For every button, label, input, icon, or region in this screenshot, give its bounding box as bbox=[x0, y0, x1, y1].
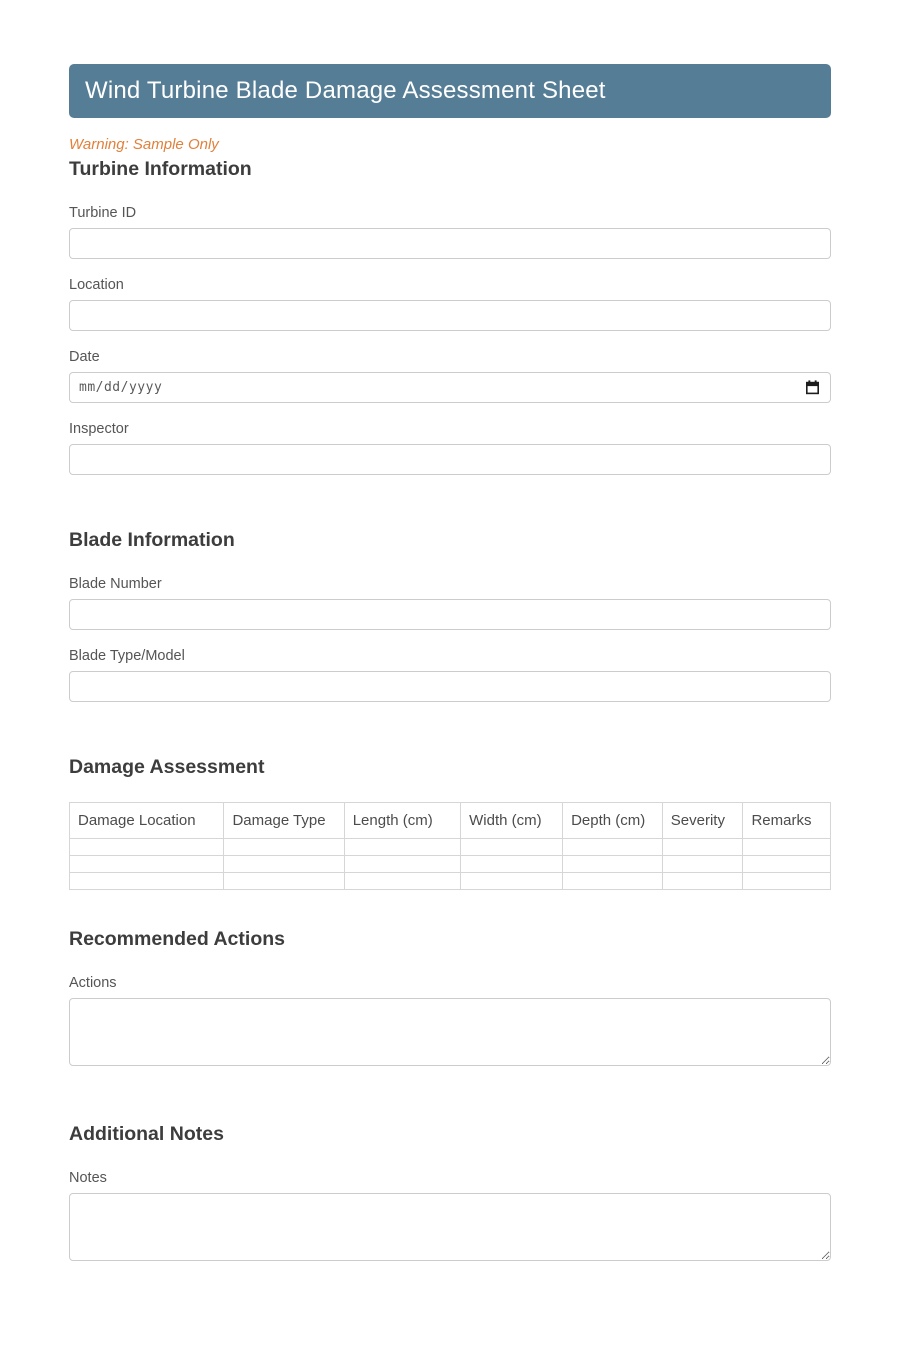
page-header bbox=[69, 64, 831, 118]
location-input[interactable] bbox=[69, 300, 831, 331]
table-row bbox=[70, 856, 831, 873]
warning-text: Warning: Sample Only bbox=[69, 136, 219, 153]
table-cell bbox=[344, 856, 460, 873]
turbine-id-label: Turbine ID bbox=[69, 205, 137, 221]
blade-type-field bbox=[69, 648, 831, 702]
notes-textarea[interactable] bbox=[69, 1193, 831, 1261]
table-cell bbox=[461, 839, 563, 856]
blade-number-label: Blade Number bbox=[69, 576, 162, 592]
table-row bbox=[70, 873, 831, 890]
section-damage-assessment bbox=[69, 756, 831, 890]
table-cell bbox=[70, 839, 224, 856]
blade-information-heading: Blade Information bbox=[69, 529, 235, 551]
table-cell bbox=[461, 856, 563, 873]
column-header-width: Width (cm) bbox=[461, 803, 563, 839]
recommended-actions-heading: Recommended Actions bbox=[69, 928, 285, 950]
table-cell bbox=[563, 839, 663, 856]
turbine-information-heading: Turbine Information bbox=[69, 158, 252, 180]
section-blade-information bbox=[69, 529, 831, 702]
assessment-sheet bbox=[69, 64, 831, 1261]
table-cell bbox=[662, 839, 743, 856]
blade-number-input[interactable] bbox=[69, 599, 831, 630]
inspector-field bbox=[69, 421, 831, 475]
section-recommended-actions bbox=[69, 928, 831, 1066]
table-cell bbox=[70, 873, 224, 890]
actions-label: Actions bbox=[69, 975, 117, 991]
column-header-damage-type: Damage Type bbox=[224, 803, 344, 839]
table-cell bbox=[224, 873, 344, 890]
inspector-label: Inspector bbox=[69, 421, 129, 437]
table-cell bbox=[461, 873, 563, 890]
column-header-damage-location: Damage Location bbox=[70, 803, 224, 839]
table-cell bbox=[743, 839, 831, 856]
damage-assessment-heading: Damage Assessment bbox=[69, 756, 265, 778]
table-cell bbox=[662, 856, 743, 873]
table-cell bbox=[563, 873, 663, 890]
table-cell bbox=[224, 856, 344, 873]
damage-assessment-table bbox=[69, 802, 831, 890]
table-cell bbox=[70, 856, 224, 873]
notes-field bbox=[69, 1170, 831, 1261]
table-cell bbox=[743, 856, 831, 873]
additional-notes-heading: Additional Notes bbox=[69, 1123, 224, 1145]
table-row bbox=[70, 839, 831, 856]
date-field bbox=[69, 349, 831, 403]
blade-type-label: Blade Type/Model bbox=[69, 648, 185, 664]
inspector-input[interactable] bbox=[69, 444, 831, 475]
table-cell bbox=[224, 839, 344, 856]
actions-field bbox=[69, 975, 831, 1066]
actions-textarea[interactable] bbox=[69, 998, 831, 1066]
column-header-severity: Severity bbox=[662, 803, 743, 839]
section-additional-notes bbox=[69, 1123, 831, 1261]
table-header-row bbox=[70, 803, 831, 839]
column-header-depth: Depth (cm) bbox=[563, 803, 663, 839]
page-title: Wind Turbine Blade Damage Assessment Sheet bbox=[85, 77, 606, 104]
table-cell bbox=[563, 856, 663, 873]
turbine-id-field bbox=[69, 205, 831, 259]
location-label: Location bbox=[69, 277, 124, 293]
date-label: Date bbox=[69, 349, 100, 365]
date-placeholder[interactable]: mm/dd/yyyy bbox=[79, 380, 163, 395]
table-cell bbox=[344, 873, 460, 890]
notes-label: Notes bbox=[69, 1170, 107, 1186]
date-input[interactable] bbox=[69, 372, 831, 403]
column-header-remarks: Remarks bbox=[743, 803, 831, 839]
calendar-icon[interactable] bbox=[805, 380, 820, 395]
table-cell bbox=[743, 873, 831, 890]
location-field bbox=[69, 277, 831, 331]
turbine-id-input[interactable] bbox=[69, 228, 831, 259]
column-header-length: Length (cm) bbox=[344, 803, 460, 839]
table-cell bbox=[344, 839, 460, 856]
section-turbine-information bbox=[69, 158, 831, 475]
table-cell bbox=[662, 873, 743, 890]
blade-number-field bbox=[69, 576, 831, 630]
blade-type-input[interactable] bbox=[69, 671, 831, 702]
